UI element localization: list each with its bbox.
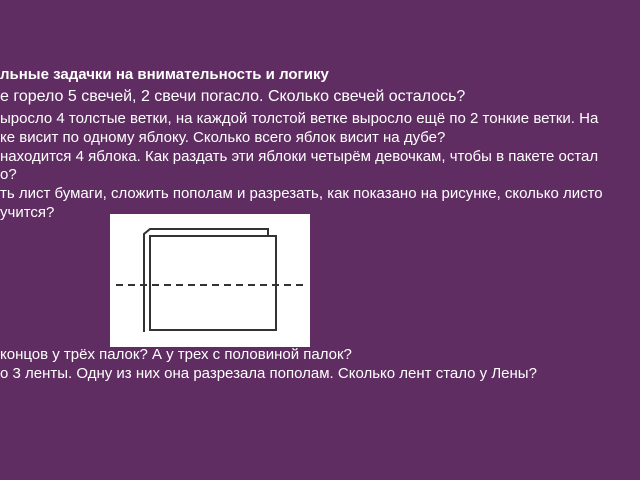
folded-paper-drawing bbox=[110, 214, 310, 347]
task-4-text-line-1: ть лист бумаги, сложить пополам и разрезать, как показано на рисунке, сколько листо bbox=[0, 185, 603, 202]
task-2-text-line-1: ыросло 4 толстые ветки, на каждой толстой ветке выросло ещё по 2 тонкие ветки. На bbox=[0, 110, 599, 127]
front-sheet-outline bbox=[150, 236, 276, 330]
folded-paper-figure bbox=[110, 214, 310, 347]
task-1-text: е горело 5 свечей, 2 свечи погасло. Сколько свечей осталось? bbox=[0, 88, 466, 105]
slide-title: льные задачки на внимательность и логику bbox=[0, 66, 329, 83]
task-6-text: о 3 ленты. Одну из них она разрезала пополам. Сколько лент стало у Лены? bbox=[0, 365, 537, 382]
task-3-text-line-1: находится 4 яблока. Как раздать эти яблоки четырём девочкам, чтобы в пакете остал bbox=[0, 148, 599, 165]
task-4-text-line-2: учится? bbox=[0, 204, 55, 221]
task-5-text: концов у трёх палок? А у трех с половиной палок? bbox=[0, 346, 352, 363]
task-2-text-line-2: ке висит по одному яблоку. Сколько всего яблок висит на дубе? bbox=[0, 129, 446, 146]
task-3-text-line-2: о? bbox=[0, 166, 17, 183]
